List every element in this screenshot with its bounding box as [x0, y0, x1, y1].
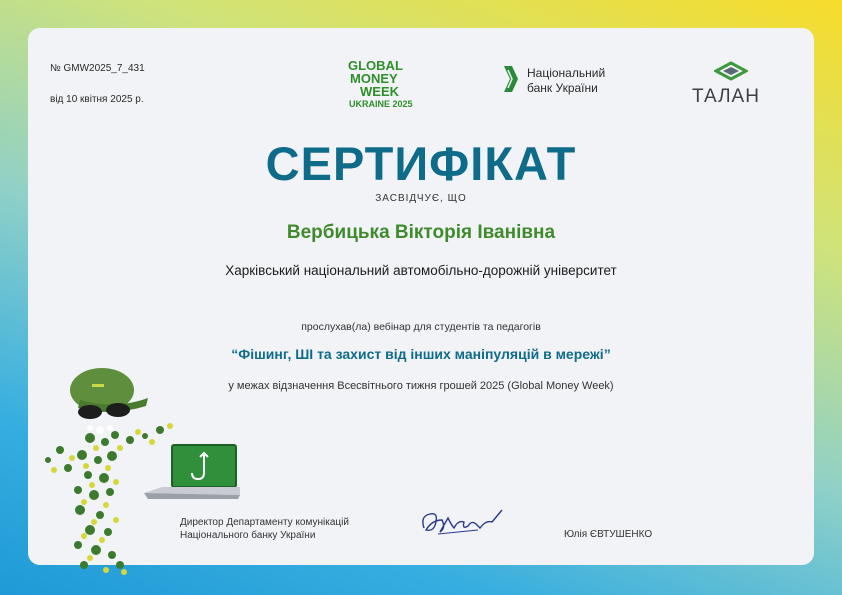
certificate-number: № GMW2025_7_431 [50, 63, 145, 74]
gmw-logo-line2: MONEY [350, 71, 398, 86]
signatory-title [180, 516, 349, 542]
nbu-logo-line1: Національний [527, 66, 606, 80]
talan-logo-text: ТАЛАН [692, 86, 760, 107]
signatory-title-line2: Національного банку України [180, 530, 316, 541]
recipient-name: Вербицька Вікторія Іванівна [286, 222, 556, 243]
nbu-logo-text [527, 66, 605, 96]
framework-text: у межах відзначення Всесвітнього тижня грошей 2025 (Global Money Week) [228, 380, 614, 392]
recipient-institution: Харківський національний автомобільно-дорожній університет [225, 263, 617, 278]
nbu-emblem-icon [500, 64, 522, 94]
signatory-name: Юлія ЄВТУШЕНКО [564, 529, 653, 540]
laptop-illustration [144, 443, 244, 503]
attended-text: прослухав(ла) вебінар для студентів та педагогів [301, 321, 541, 333]
certificate-date: від 10 квітня 2025 р. [50, 94, 144, 105]
nbu-logo [500, 64, 606, 99]
gmw-logo-line1: GLOBAL [348, 58, 403, 73]
certificate-subtitle: ЗАСВІДЧУЄ, ЩО [375, 193, 467, 204]
gmw-logo-line4: UKRAINE 2025 [349, 99, 413, 109]
signatory-title-line1: Директор Департаменту комунікацій [180, 517, 349, 528]
nbu-logo-line2: банк України [527, 81, 598, 95]
talan-emblem-icon [714, 60, 748, 84]
webinar-topic: “Фішинг, ШІ та захист від інших маніпуляцій в мережі” [231, 346, 611, 362]
certificate-title: СЕРТИФІКАТ [265, 137, 577, 190]
signature-image [418, 506, 508, 542]
global-money-week-logo [346, 56, 426, 112]
gmw-logo-line3: WEEK [360, 84, 399, 99]
